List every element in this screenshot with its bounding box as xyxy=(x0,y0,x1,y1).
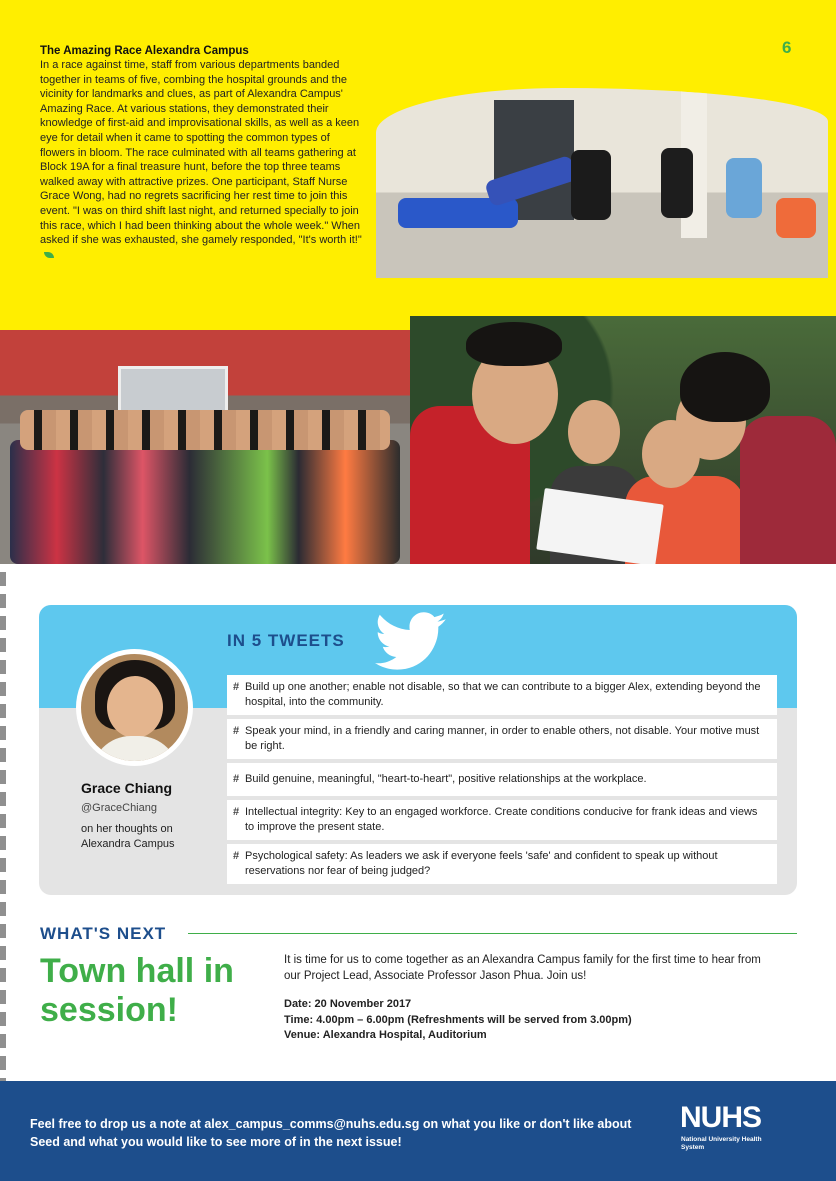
whats-next-label: WHAT'S NEXT xyxy=(40,924,167,943)
photo-face xyxy=(568,400,620,464)
tweets-card xyxy=(39,605,797,895)
page-number: 6 xyxy=(782,38,792,57)
tweet-text: Speak your mind, in a friendly and caring manner, in order to enable others, not disable. Your motive must be right. xyxy=(245,725,760,752)
photo-person xyxy=(571,150,611,220)
photo-person xyxy=(661,148,693,218)
footer-text: Feel free to drop us a note at alex_campus_comms@nuhs.edu.sg on what you like or don't like about Seed and what you would like to see more of in the next issue! xyxy=(30,1117,632,1149)
group-photo xyxy=(0,330,410,564)
article-amazing-race xyxy=(40,44,362,262)
person-name: Grace Chiang xyxy=(81,780,173,796)
photo-hair xyxy=(680,352,770,422)
tweet-text: Build up one another; enable not disable, so that we can contribute to a bigger Alex, extending beyond the hospital, into the community. xyxy=(245,681,761,708)
article-title: The Amazing Race Alexandra Campus xyxy=(40,45,249,57)
tweet-text: Intellectual integrity: Key to an engaged workforce. Create conditions conducive for frank ideas and views to improve the present state. xyxy=(245,806,758,833)
tweet-item xyxy=(227,719,777,759)
tweet-item xyxy=(227,844,777,884)
avatar-photo xyxy=(81,654,188,761)
nuhs-logo-subtitle: National University Health System xyxy=(681,1136,762,1151)
reading-clue-photo xyxy=(410,316,836,564)
tweet-item xyxy=(227,763,777,796)
photo-shirt xyxy=(740,416,836,564)
tweets-heading: IN 5 TWEETS xyxy=(227,631,345,650)
photo-person xyxy=(726,158,762,218)
photo-hair xyxy=(466,322,562,366)
person-caption: on her thoughts on Alexandra Campus xyxy=(81,823,175,850)
hashtag-icon: # xyxy=(233,681,240,693)
leaf-icon xyxy=(44,252,54,258)
avatar xyxy=(76,649,193,766)
photo-faces xyxy=(20,410,390,450)
photo-person xyxy=(776,198,816,238)
article-body xyxy=(40,58,362,262)
event-date: Date: 20 November 2017 xyxy=(284,998,412,1010)
whats-next-title: Town hall in session! xyxy=(40,952,234,1029)
tweet-text: Psychological safety: As leaders we ask if everyone feels 'safe' and confident to speak up without reservations nor fear of being judged? xyxy=(245,850,718,877)
tweet-item xyxy=(227,675,777,715)
section-divider xyxy=(188,933,797,934)
twitter-bird-icon xyxy=(375,611,447,673)
tweet-text: Build genuine, meaningful, "heart-to-heart", positive relationships at the workplace. xyxy=(245,773,647,785)
hashtag-icon: # xyxy=(233,773,240,785)
whats-next-body: It is time for us to come together as an Alexandra Campus family for the first time to hear from our Project Lead, Associate Professor Jason Phua. Join us! xyxy=(284,954,761,982)
hashtag-icon: # xyxy=(233,725,240,737)
nuhs-logo: NUHS xyxy=(680,1101,762,1134)
tweet-list xyxy=(227,675,777,888)
amazing-race-photo xyxy=(376,88,828,278)
footer xyxy=(0,1081,836,1181)
hashtag-icon: # xyxy=(233,806,240,818)
event-venue: Venue: Alexandra Hospital, Auditorium xyxy=(284,1029,487,1042)
hashtag-icon: # xyxy=(233,850,240,862)
person-handle[interactable]: @GraceChiang xyxy=(81,802,157,814)
photo-crowd xyxy=(10,440,400,564)
event-time: Time: 4.00pm – 6.00pm (Refreshments will be served from 3.00pm) xyxy=(284,1013,632,1026)
event-details xyxy=(284,997,784,1044)
tweet-item xyxy=(227,800,777,840)
photo-window xyxy=(118,366,228,416)
article-body-text: In a race against time, staff from various departments banded together in teams of five, combing the hospital grounds and the vicinity for landmarks and clues, as part of Alexandra Campus' Amazing Race. At various stations, they demonstrated their knowledge of first-aid and improvisational skills, as well as a keen eye for detail when it came to spotting the common types of flowers in bloom. The race culminated with all teams gathering at Block 19A for a final treasure hunt, before the top three teams walked away with attractive prizes. One participant, Staff Nurse Grace Wong, had no regrets sacrificing her rest time to join this event. "I was on third shift last night, and returned specially to join this race, which I had been thinking about the whole week." When asked if she was exhausted, she gamely responded, "It's worth it!" xyxy=(40,59,362,247)
